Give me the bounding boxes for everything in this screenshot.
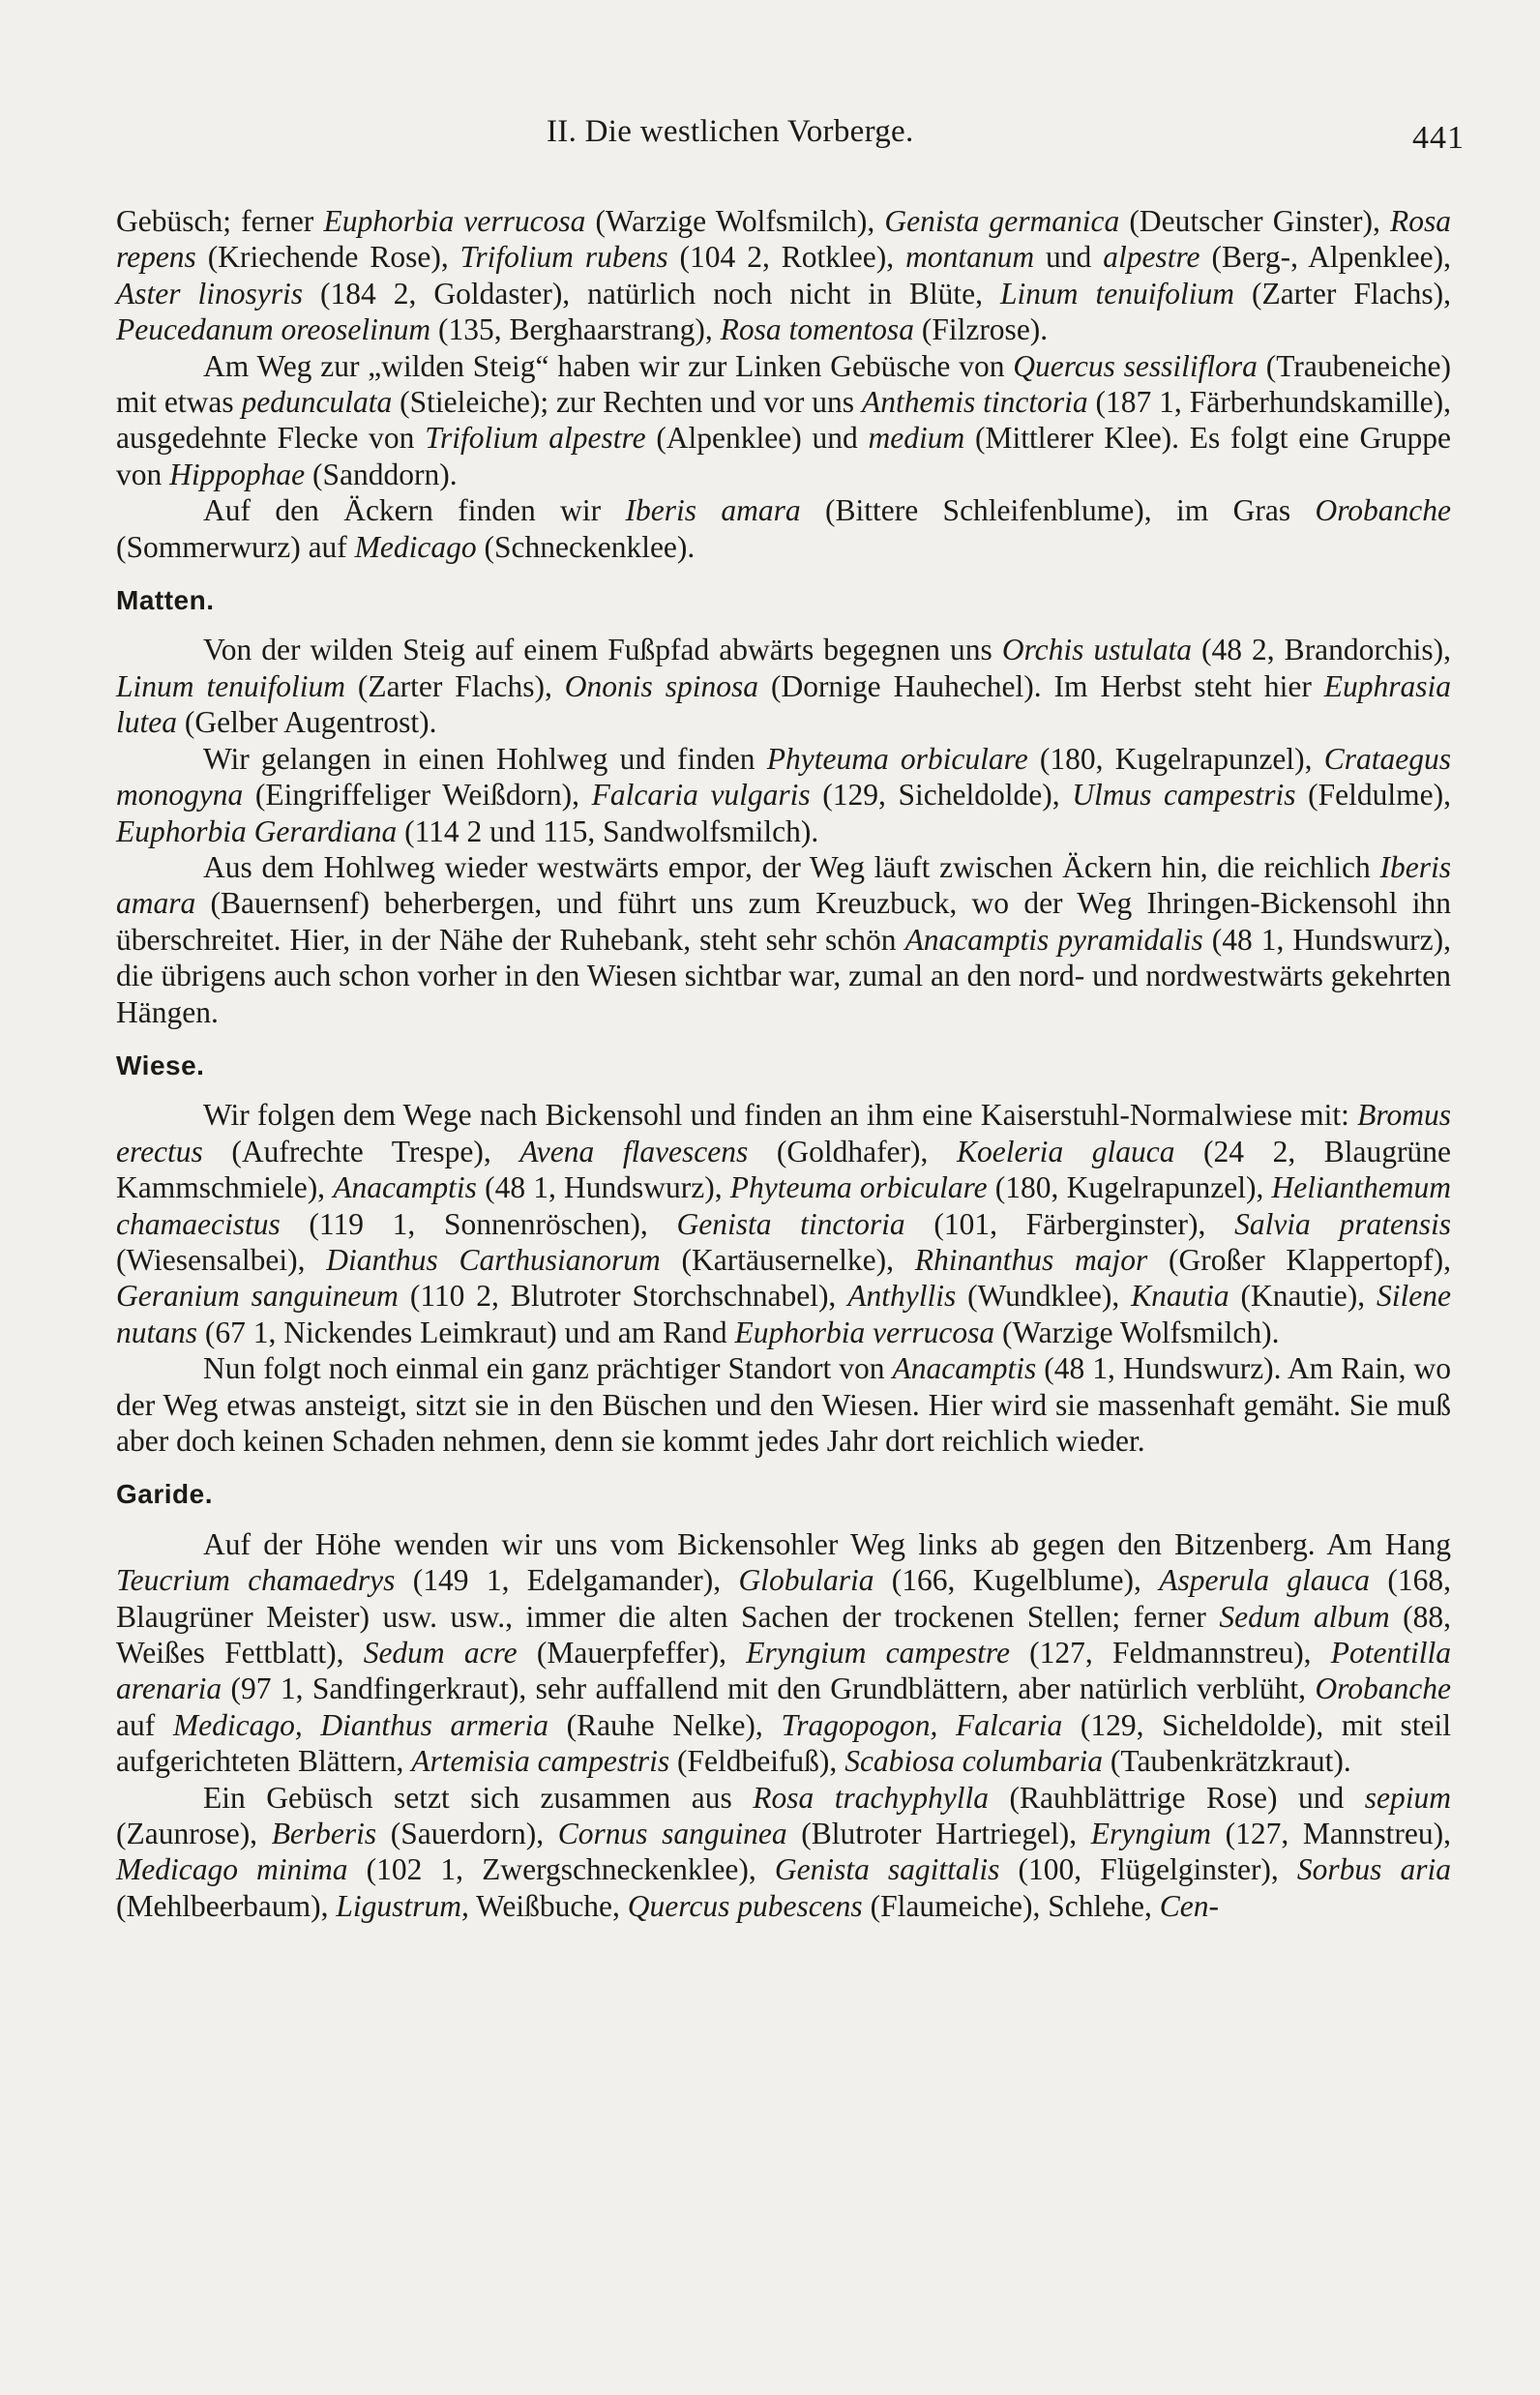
text-run: (Rauhe Nelke), — [548, 1707, 782, 1742]
text-run: (Mittlerer Klee). Es folgt eine Gruppe von — [116, 421, 1452, 491]
text-run: (Rauhblättrige Rose) und — [988, 1780, 1365, 1815]
species-name: Rosa trachyphylla — [753, 1780, 989, 1815]
species-name: Linum tenuifolium — [116, 668, 345, 703]
paragraph — [116, 632, 1451, 740]
text-run: (110 2, Blutroter Storchschnabel), — [398, 1279, 848, 1314]
species-name: Globularia — [738, 1563, 874, 1598]
species-name: montanum — [905, 240, 1035, 275]
paragraph — [116, 492, 1451, 565]
species-name: Orobanche — [1315, 1671, 1451, 1706]
species-name: Eryngium — [1090, 1817, 1212, 1851]
text-run: Auf der Höhe wenden wir uns vom Bickensohler Weg links ab gegen den Bitzenberg. Am Hang — [203, 1526, 1451, 1561]
text-run: (135, Berghaarstrang), — [430, 312, 721, 347]
text-run: (Warzige Wolfsmilch), — [585, 204, 885, 238]
text-run: (127, Feldmannstreu), — [1009, 1636, 1331, 1671]
species-name: Iberis amara — [116, 849, 1451, 921]
text-run: (Kriechende Rose), — [195, 240, 460, 275]
text-run: Am Weg zur „wilden Steig“ haben wir zur Linken Gebüsche von — [203, 348, 1014, 383]
section-heading: Garide. — [116, 1479, 213, 1510]
text-run: (149 1, Edelgamander), — [395, 1563, 739, 1598]
text-run: (97 1, Sandfingerkraut), sehr auffallend mit den Grundblättern, aber natürlich verblüht, — [222, 1671, 1316, 1706]
paragraph — [116, 741, 1451, 849]
text-run: (Sommerwurz) auf — [116, 529, 355, 564]
text-run: (187 1, Färberhundskamille), ausgedehnte Flecke von — [116, 385, 1451, 456]
text-run: (104 2, Rotklee), — [667, 240, 906, 275]
species-name: Geranium sanguineum — [116, 1279, 399, 1314]
species-name: Salvia pratensis — [1234, 1206, 1451, 1241]
species-name: Falcaria vulgaris — [591, 778, 811, 813]
text-run: (Traubeneiche) mit etwas — [116, 348, 1451, 420]
text-run: auf — [116, 1707, 173, 1742]
text-run: (129, Sicheldolde), — [810, 778, 1073, 813]
species-name: Crataegus monogyna — [116, 741, 1452, 813]
running-head: II. Die westlichen Vorberge. — [547, 114, 914, 149]
text-run: (Kartäusernelke), — [660, 1242, 915, 1277]
text-run: (Mehlbeerbaum), — [116, 1888, 337, 1923]
species-name: Artemisia campestris — [411, 1744, 670, 1779]
species-name: Trifolium rubens — [459, 240, 668, 275]
text-run: (67 1, Nickendes Leimkraut) und am Rand — [197, 1315, 735, 1349]
text-run: (Schneckenklee). — [476, 529, 696, 564]
species-name: Phyteuma orbiculare — [729, 1170, 988, 1205]
text-run: (Warzige Wolfsmilch). — [994, 1315, 1280, 1349]
text-run: Wir folgen dem Wege nach Bickensohl und finden an ihm eine Kaiserstuhl-Normalwiese mit: — [203, 1098, 1358, 1133]
text-run: (Dornige Hauhechel). Im Herbst steht hier — [758, 668, 1324, 703]
text-run: (24 2, Blaugrüne Kammschmiele), — [116, 1134, 1451, 1205]
text-run: (Filzrose). — [913, 312, 1049, 347]
text-run: (101, Färberginster), — [904, 1206, 1235, 1241]
species-name: Trifolium alpestre — [425, 421, 646, 456]
text-run: (184 2, Goldaster), natürlich noch nicht in Blüte, — [303, 276, 1000, 310]
species-name: medium — [868, 421, 965, 456]
text-run: (129, Sicheldolde), mit steil aufgerichteten Blättern, — [116, 1707, 1451, 1779]
text-run: (48 1, Hundswurz). Am Rain, wo der Weg etwas ansteigt, sitzt sie in den Büschen und den Wiesen. Hier wird sie massenhaft gemäht. Sie muß aber doch keinen Schaden nehmen, denn sie kommt jedes Jahr dort reichlich wieder. — [116, 1351, 1451, 1458]
text-run: (Knautie), — [1229, 1279, 1377, 1314]
text-run: (Stieleiche); zur Rechten und vor uns — [392, 385, 862, 420]
text-run: (Aufrechte Trespe), — [202, 1134, 520, 1168]
text-run: (Bauernsenf) beherbergen, und führt uns zum Kreuzbuck, wo der Weg Ihringen-Bickensohl ihn überschreitet. Hier, in der Nähe der Ruhebank, steht sehr schön — [116, 886, 1451, 957]
text-run: (48 1, Hundswurz), — [476, 1170, 730, 1205]
text-run: Auf den Äckern finden wir — [203, 493, 626, 528]
text-run: (Mauerpfeffer), — [517, 1636, 747, 1671]
text-run: Von der wilden Steig auf einem Fußpfad abwärts begegnen uns — [203, 633, 1002, 667]
text-run: (88, Weißes Fettblatt), — [116, 1599, 1451, 1671]
text-run: (Deutscher Ginster), — [1119, 204, 1391, 238]
species-name: Medicago minima — [116, 1852, 348, 1887]
species-name: Iberis amara — [625, 493, 801, 528]
text-run: (Flaumeiche), Schlehe, — [862, 1888, 1160, 1923]
species-name: Silene nutans — [116, 1279, 1451, 1349]
species-name: Cornus sanguinea — [557, 1817, 787, 1851]
text-run: (100, Flügelginster), — [999, 1852, 1297, 1887]
species-name: Medicago, Dianthus armeria — [172, 1707, 548, 1742]
paragraph — [116, 1780, 1451, 1925]
species-name: Sorbus aria — [1296, 1852, 1451, 1887]
text-run: Weißbuche, — [468, 1888, 628, 1923]
text-run: (Blutroter Hartriegel), — [786, 1817, 1091, 1851]
species-name: Anthyllis — [847, 1279, 957, 1314]
page-number: 441 — [1412, 120, 1465, 156]
species-name: Euphrasia lutea — [116, 668, 1452, 740]
paragraph — [116, 1097, 1451, 1350]
text-run: (Eingriffeliger Weißdorn), — [243, 778, 592, 813]
species-name: Helianthemum chamaecistus — [116, 1170, 1451, 1241]
species-name: Anacamptis — [333, 1170, 477, 1205]
species-name: Anacamptis pyramidalis — [904, 922, 1203, 957]
species-name: pedunculata — [241, 385, 393, 420]
species-name: Anacamptis — [892, 1351, 1037, 1386]
species-name: Cen- — [1159, 1888, 1219, 1923]
species-name: Euphorbia Gerardiana — [116, 813, 398, 848]
text-run: (Wundklee), — [956, 1279, 1132, 1314]
paragraph — [116, 1350, 1451, 1459]
species-name: Peucedanum oreoselinum — [116, 312, 431, 347]
text-run: und — [1034, 240, 1104, 275]
paragraph — [116, 849, 1451, 1030]
text-run: (102 1, Zwergschneckenklee), — [347, 1852, 775, 1887]
species-name: Orobanche — [1315, 493, 1452, 528]
species-name: Scabiosa columbaria — [844, 1744, 1104, 1779]
text-run: (180, Kugelrapunzel), — [987, 1170, 1272, 1205]
species-name: Anthemis tinctoria — [861, 385, 1088, 420]
species-name: Quercus pubescens — [627, 1888, 863, 1923]
species-name: Genista sagittalis — [774, 1852, 1000, 1887]
species-name: Orchis ustulata — [1001, 633, 1192, 667]
species-name: Euphorbia verrucosa — [734, 1315, 995, 1349]
text-run: Ein Gebüsch setzt sich zusammen aus — [203, 1780, 754, 1815]
species-name: Sedum album — [1219, 1599, 1390, 1634]
text-run: (Sanddorn). — [305, 457, 458, 491]
text-run: (166, Kugelblume), — [874, 1563, 1160, 1598]
text-run: (127, Mannstreu), — [1211, 1817, 1451, 1851]
text-run: (Alpenklee) und — [645, 421, 869, 456]
species-name: Knautia — [1131, 1279, 1229, 1314]
text-run: (Sauerdorn), — [376, 1817, 558, 1851]
species-name: Bromus erectus — [116, 1098, 1451, 1168]
species-name: Avena flavescens — [519, 1134, 749, 1168]
species-name: Aster linosyris — [116, 276, 303, 310]
paragraph — [116, 1526, 1451, 1780]
species-name: Quercus sessiliflora — [1013, 348, 1258, 383]
text-run: (114 2 und 115, Sandwolfsmilch). — [397, 813, 819, 848]
text-run: (119 1, Sonnenröschen), — [280, 1206, 677, 1241]
text-run: (180, Kugelrapunzel), — [1027, 741, 1324, 776]
species-name: Genista tinctoria — [676, 1206, 905, 1241]
species-name: Sedum acre — [363, 1636, 518, 1671]
text-run: Nun folgt noch einmal ein ganz prächtiger Standort von — [203, 1351, 893, 1386]
text-run: (Taubenkrätzkraut). — [1103, 1744, 1351, 1779]
text-run: (168, Blaugrüner Meister) usw. usw., immer die alten Sachen der trockenen Stellen; ferner — [116, 1563, 1451, 1634]
section-heading: Wiese. — [116, 1050, 205, 1080]
text-run: (Feldbeifuß), — [669, 1744, 845, 1779]
species-name: Teucrium chamaedrys — [116, 1563, 396, 1598]
species-name: Koeleria glauca — [956, 1134, 1175, 1168]
text-run: (Feldulme), — [1295, 778, 1452, 813]
text-run: (Goldhafer), — [748, 1134, 957, 1168]
species-name: Eryngium campestre — [746, 1636, 1010, 1671]
species-name: Rosa tomentosa — [720, 312, 914, 347]
text-run: Aus dem Hohlweg wieder westwärts empor, der Weg läuft zwischen Äckern hin, die reichlich — [203, 849, 1380, 884]
text-run: (Gelber Augentrost). — [177, 705, 437, 740]
text-run: (Wiesensalbei), — [116, 1242, 327, 1277]
species-name: Hippophae — [169, 457, 306, 491]
text-run: (Zarter Flachs), — [1233, 276, 1451, 310]
text-run: (Großer Klappertopf), — [1147, 1242, 1451, 1277]
paragraph — [116, 203, 1451, 348]
text-run: Gebüsch; ferner — [116, 204, 324, 238]
species-name: Dianthus Carthusianorum — [326, 1242, 661, 1277]
body-text — [116, 203, 1451, 1924]
species-name: Ulmus campestris — [1072, 778, 1296, 813]
species-name: Rhinanthus major — [914, 1242, 1148, 1277]
species-name: alpestre — [1103, 240, 1200, 275]
species-name: Euphorbia verrucosa — [323, 204, 586, 238]
species-name: Phyteuma orbiculare — [766, 741, 1028, 776]
species-name: Ligustrum, — [336, 1888, 469, 1923]
species-name: Berberis — [271, 1817, 377, 1851]
species-name: Tragopogon, Falcaria — [781, 1707, 1063, 1742]
species-name: Ononis spinosa — [564, 668, 759, 703]
text-run: (Bittere Schleifenblume), im Gras — [800, 493, 1316, 528]
text-run: (Zarter Flachs), — [344, 668, 565, 703]
species-name: Potentilla arenaria — [116, 1636, 1451, 1706]
species-name: Rosa repens — [116, 204, 1452, 275]
paragraph — [116, 348, 1451, 493]
species-name: Genista germanica — [884, 204, 1120, 238]
text-run: (48 1, Hundswurz), die übrigens auch schon vorher in den Wiesen sichtbar war, zumal an den nord- und nordwestwärts gekehrten Hängen. — [116, 922, 1451, 1029]
text-run: Wir gelangen in einen Hohlweg und finden — [203, 741, 767, 776]
text-run: (Zaunrose), — [116, 1817, 272, 1851]
species-name: sepium — [1364, 1780, 1451, 1815]
species-name: Asperula glauca — [1159, 1563, 1371, 1598]
text-run: (Berg-, Alpenklee), — [1199, 240, 1451, 275]
species-name: Medicago — [354, 529, 477, 564]
section-heading: Matten. — [116, 585, 215, 616]
species-name: Linum tenuifolium — [999, 276, 1234, 310]
text-run: (48 2, Brandorchis), — [1191, 633, 1452, 667]
